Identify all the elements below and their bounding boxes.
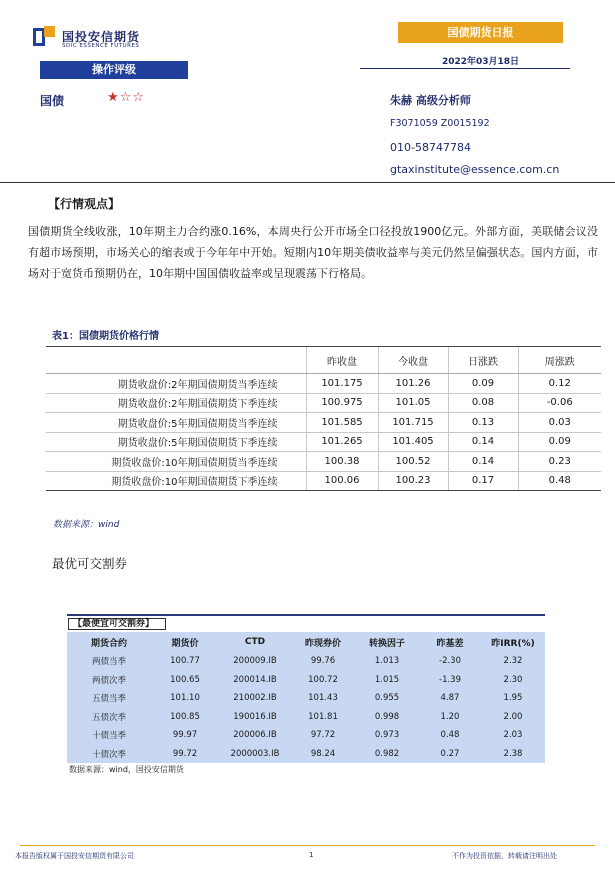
ctd-header-cell: CTD	[244, 637, 266, 647]
ctd-cell: 2.38	[503, 748, 523, 759]
table-cell: 期货收盘价:10年期国债期货当季连续	[46, 452, 306, 472]
ctd-row	[67, 726, 545, 745]
logo-text-en: SDIC ESSENCE FUTURES	[62, 43, 140, 49]
company-logo-icon	[33, 26, 55, 48]
ctd-cell: 0.955	[374, 693, 400, 704]
ctd-cell: 1.013	[374, 656, 400, 667]
ctd-cell: 101.81	[308, 711, 338, 722]
table-cell: 期货收盘价:5年期国债期货下季连续	[46, 432, 306, 452]
ctd-cell: 190016.IB	[233, 711, 277, 722]
ctd-cell: 十债次季	[91, 749, 126, 760]
ctd-header-cell: 昨IRR(%)	[491, 638, 535, 649]
ctd-cell: 五债次季	[91, 712, 126, 723]
table-cell: 101.265	[306, 432, 378, 452]
ctd-row	[67, 652, 545, 671]
table-cell: 期货收盘价:2年期国债期货当季连续	[46, 374, 306, 394]
ctd-table-source: 数据来源：wind，国投安信期货	[69, 765, 184, 774]
ctd-cell: 101.10	[170, 693, 200, 704]
table-cell: 0.09	[518, 432, 601, 452]
ctd-cell: 十债当季	[91, 731, 126, 742]
ctd-cell: 99.72	[172, 748, 198, 759]
ctd-cell: 2.03	[503, 730, 523, 741]
ctd-cell: 101.43	[308, 693, 338, 704]
ctd-cell: 2.32	[503, 656, 523, 667]
ctd-cell: 两债当季	[91, 657, 126, 668]
table-row	[46, 452, 601, 472]
ctd-cell: 两债次季	[91, 675, 126, 686]
price-table	[46, 346, 601, 491]
ctd-cell: 1.015	[374, 674, 400, 685]
table-cell: 100.38	[306, 452, 378, 472]
table-cell: 0.03	[518, 413, 601, 433]
footer-copyright: 本报告版权属于国投安信期货有限公司	[15, 852, 134, 860]
table-cell: 0.48	[518, 471, 601, 491]
table-header-cell: 昨收盘	[306, 347, 378, 374]
analyst-cert: F3071059 Z0015192	[390, 118, 490, 129]
analyst-name: 朱赫 高级分析师	[390, 94, 471, 107]
ctd-cell: 0.27	[440, 748, 460, 759]
ctd-header-cell: 期货合约	[90, 638, 127, 649]
table1-caption: 表1：国债期货价格行情	[52, 331, 159, 342]
table-cell: 0.12	[518, 374, 601, 394]
table-cell: 101.405	[378, 432, 448, 452]
ctd-cell: 99.76	[310, 656, 336, 667]
table-row	[46, 393, 601, 413]
footer-divider	[20, 845, 595, 846]
table-cell: 0.14	[448, 452, 518, 472]
table-header-cell: 周涨跌	[518, 347, 601, 374]
ctd-cell: 2.30	[503, 674, 523, 685]
table-header-row	[46, 347, 601, 374]
ctd-cell: -1.39	[439, 674, 461, 685]
market-view-text: 国债期货全线收涨，10年期主力合约涨0.16%，本周央行公开市场全口径投放1900亿元。外部方面，美联储会议没有超市场预期，市场关心的缩表或于今年年中开始。短期内10年期美债收益率与美元仍然呈偏强状态。国内方面，市场对于宽货币预期仍在，10年期中国国债收益率或呈现震荡下行格局。	[28, 225, 598, 280]
ctd-cell: 1.20	[440, 711, 460, 722]
table-header-cell: 今收盘	[378, 347, 448, 374]
table-cell: 期货收盘价:10年期国债期货下季连续	[46, 471, 306, 491]
ctd-cell: 100.72	[308, 674, 338, 685]
table1-source: 数据来源：wind	[53, 520, 120, 530]
table-cell: 100.52	[378, 452, 448, 472]
ctd-row	[67, 671, 545, 690]
ctd-cell: 2000003.IB	[230, 748, 280, 759]
report-title-badge: 国债期货日报	[398, 22, 563, 43]
ctd-cell: 210002.IB	[233, 693, 277, 704]
ctd-cell: 0.48	[440, 730, 460, 741]
ctd-cell: 100.85	[170, 711, 200, 722]
table-cell: 0.14	[448, 432, 518, 452]
table-cell: 期货收盘价:2年期国债期货下季连续	[46, 393, 306, 413]
table-cell: 100.23	[378, 471, 448, 491]
header-divider	[0, 182, 615, 183]
ctd-cell: 0.973	[374, 730, 400, 741]
table-cell: 100.06	[306, 471, 378, 491]
ctd-cell: 0.998	[374, 711, 400, 722]
ctd-cell: 200014.IB	[233, 674, 277, 685]
table-row	[46, 432, 601, 452]
table-row	[46, 413, 601, 433]
table-cell: 100.975	[306, 393, 378, 413]
ctd-header-row	[67, 632, 545, 652]
ctd-cell: 0.982	[374, 748, 400, 759]
ctd-cell: 99.97	[172, 730, 198, 741]
page-number: 1	[309, 851, 314, 859]
ctd-row	[67, 745, 545, 764]
ctd-cell: 100.65	[170, 674, 200, 685]
table-cell: -0.06	[518, 393, 601, 413]
table-cell: 101.715	[378, 413, 448, 433]
ctd-cell: -2.30	[439, 656, 461, 667]
ctd-cell: 五债当季	[91, 694, 126, 705]
sector-label: 国债	[40, 94, 65, 108]
logo-text-cn: 国投安信期货	[62, 30, 141, 44]
analyst-email[interactable]: gtaxinstitute@essence.com.cn	[390, 163, 560, 176]
ctd-row	[67, 708, 545, 727]
ctd-header-cell: 期货价	[171, 638, 199, 649]
date-divider	[360, 68, 570, 69]
table-header-cell: 日涨跌	[448, 347, 518, 374]
rating-label-bar: 操作评级	[40, 61, 188, 79]
ctd-cell: 4.87	[440, 693, 460, 704]
table-cell: 101.175	[306, 374, 378, 394]
ctd-cell: 200006.IB	[233, 730, 277, 741]
ctd-header-cell: 昨基差	[436, 638, 464, 649]
table-cell: 0.13	[448, 413, 518, 433]
ctd-cell: 200009.IB	[233, 656, 277, 667]
table-cell: 0.08	[448, 393, 518, 413]
ctd-cell: 97.72	[310, 730, 336, 741]
ctd-cell: 100.77	[170, 656, 200, 667]
table-cell: 101.05	[378, 393, 448, 413]
ctd-cell: 1.95	[503, 693, 523, 704]
report-date: 2022年03月18日	[441, 57, 520, 67]
table-cell: 0.09	[448, 374, 518, 394]
rating-stars: ★☆☆	[107, 90, 145, 105]
ctd-table-title: 【最便宜可交割券】	[73, 619, 155, 629]
table-header-cell	[46, 347, 306, 374]
table-cell: 0.23	[518, 452, 601, 472]
ctd-header-cell: 昨现券价	[304, 638, 341, 649]
table-cell: 101.585	[306, 413, 378, 433]
analyst-phone: 010-58747784	[390, 141, 471, 154]
ctd-row	[67, 689, 545, 708]
footer-disclaimer: 不作为投资依据，转载请注明出处	[452, 852, 557, 860]
table-cell: 期货收盘价:5年期国债期货当季连续	[46, 413, 306, 433]
ctd-cell: 98.24	[310, 748, 336, 759]
market-view-title: 【行情观点】	[48, 197, 121, 211]
ctd-table-image	[67, 614, 545, 779]
ctd-section-title: 最优可交割券	[52, 556, 128, 571]
table-cell: 101.26	[378, 374, 448, 394]
table-row	[46, 471, 601, 491]
ctd-cell: 2.00	[503, 711, 523, 722]
table-row	[46, 374, 601, 394]
table-cell: 0.17	[448, 471, 518, 491]
ctd-header-cell: 转换因子	[368, 638, 405, 649]
